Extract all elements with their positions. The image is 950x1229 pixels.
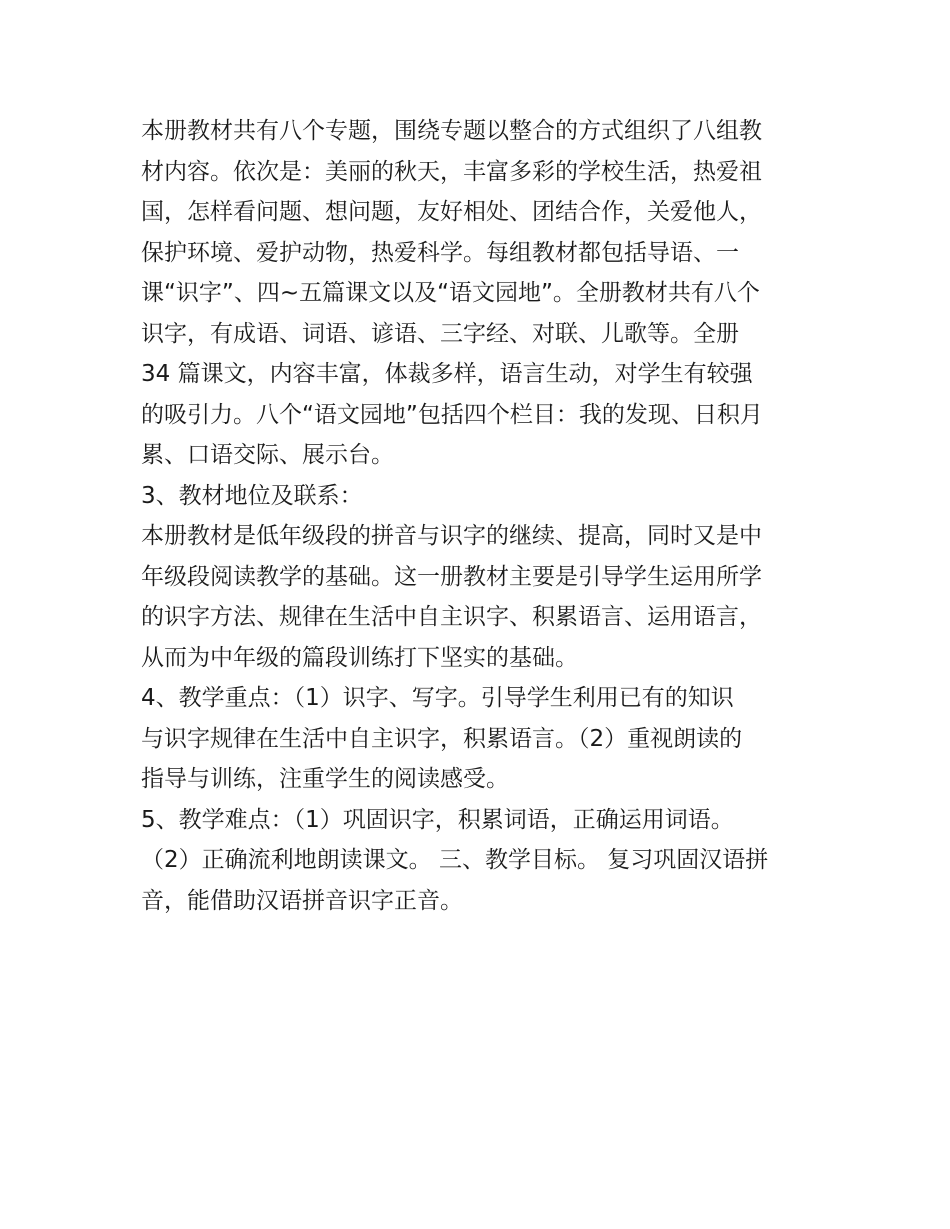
text-line: 识字，有成语、词语、谚语、三字经、对联、儿歌等。全册 <box>141 320 739 347</box>
text-line: 的识字方法、规律在生活中自主识字、积累语言、运用语言， <box>141 604 762 630</box>
text-line: 年级段阅读教学的基础。这一册教材主要是引导学生运用所学 <box>141 563 762 590</box>
text-line: 34 篇课文，内容丰富，体裁多样，语言生动，对学生有较强 <box>141 361 753 387</box>
text-line: （2）正确流利地朗读课文。 三、教学目标。 复习巩固汉语拼 <box>141 847 769 873</box>
text-line: 音，能借助汉语拼音识字正音。 <box>141 887 463 914</box>
section-heading-5: 5、教学难点：（1）巩固识字，积累词语，正确运用词语。 <box>141 806 734 833</box>
text-line: 课“识字”、四~五篇课文以及“语文园地”。全册教材共有八个 <box>141 280 760 306</box>
section-heading-3: 3、教材地位及联系： <box>141 482 363 509</box>
text-line: 指导与训练，注重学生的阅读感受。 <box>141 766 509 792</box>
text-line: 本册教材是低年级段的拼音与识字的继续、提高，同时又是中 <box>141 523 762 549</box>
text-line: 本册教材共有八个专题，围绕专题以整合的方式组织了八组教 <box>141 118 762 144</box>
text-line: 累、口语交际、展示台。 <box>141 442 394 468</box>
text-line: 与识字规律在生活中自主识字，积累语言。（2）重视朗读的 <box>141 725 743 752</box>
document-body <box>141 111 813 921</box>
text-line: 材内容。依次是：美丽的秋天，丰富多彩的学校生活，热爱祖 <box>141 158 762 185</box>
text-line: 的吸引力。八个“语文园地”包括四个栏目：我的发现、日积月 <box>141 401 763 428</box>
text-line: 国，怎样看问题、想问题，友好相处、团结合作，关爱他人， <box>141 199 762 225</box>
text-line: 从而为中年级的篇段训练打下坚实的基础。 <box>141 644 578 671</box>
section-heading-4: 4、教学重点：（1）识字、写字。引导学生利用已有的知识 <box>141 685 734 711</box>
text-line: 保护环境、爱护动物，热爱科学。每组教材都包括导语、一 <box>141 239 739 266</box>
